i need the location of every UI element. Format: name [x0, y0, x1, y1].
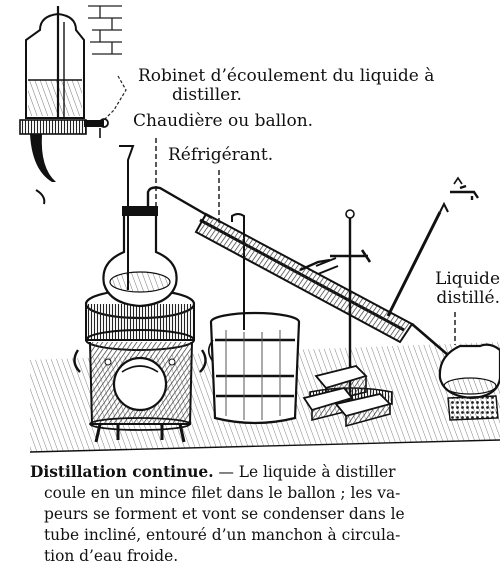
callout-lines [156, 138, 455, 345]
caption-line5: tion d’eau froide. [44, 547, 179, 565]
caption-line2: coule en un mince filet dans le ballon ; les va- [44, 484, 401, 502]
figure-caption [30, 462, 492, 567]
label-refrigerant: Réfrigérant. [168, 145, 274, 165]
label-robinet [138, 67, 496, 105]
label-liquide-line1: Liquide [435, 269, 500, 289]
caption-title: Distillation continue. [30, 463, 214, 481]
caption-line4: tube incliné, entouré d’un manchon à circula- [44, 526, 401, 544]
label-robinet-line1: Robinet d’écoulement du liquide à [138, 66, 435, 86]
label-liquide-line2: distillé. [436, 288, 500, 308]
label-robinet-line2: distiller. [172, 85, 242, 105]
caption-line3: peurs se forment et vont se condenser dans le [44, 505, 405, 523]
boiler-flask [103, 146, 212, 306]
label-liquide-distille [435, 270, 500, 308]
receiving-flask [440, 345, 500, 420]
label-chaudiere: Chaudière ou ballon. [133, 111, 314, 131]
furnace [74, 290, 205, 442]
reservoir-inset [20, 6, 126, 204]
caption-line1: — Le liquide à distiller [213, 463, 396, 481]
